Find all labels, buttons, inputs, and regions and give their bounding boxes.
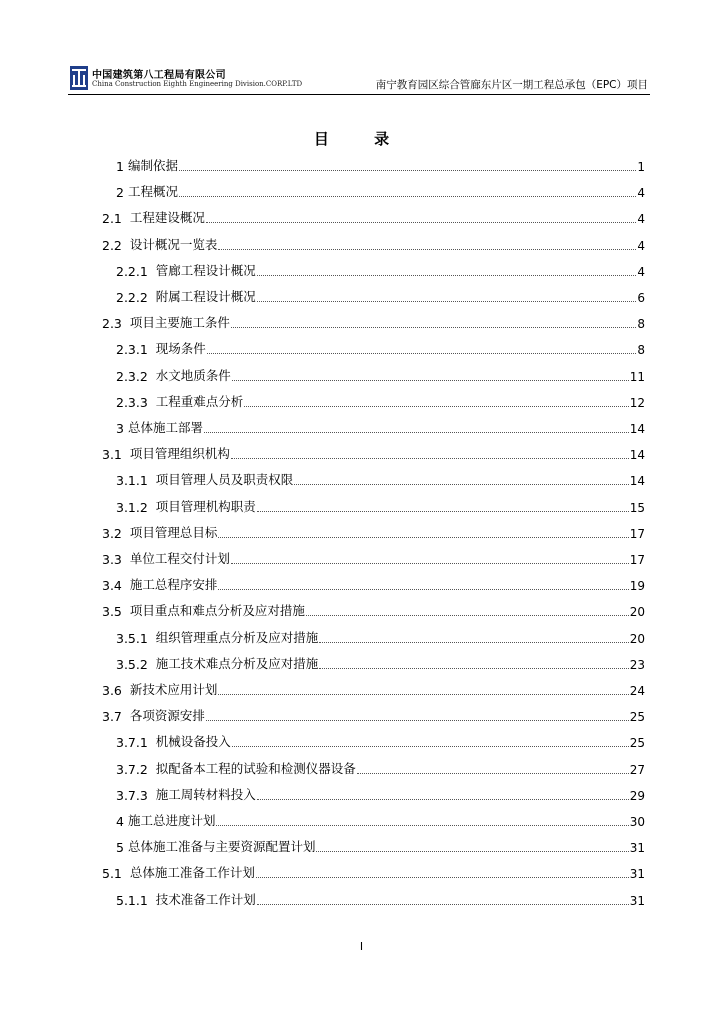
- toc-entry-number: 2.3: [102, 316, 122, 332]
- toc-entry-number: 5: [116, 840, 124, 856]
- toc-entry-number: 2.2: [102, 237, 122, 253]
- toc-entry[interactable]: [102, 313, 645, 331]
- toc-entry-title: 编制依据: [127, 158, 178, 173]
- toc-leader-dots: [257, 798, 629, 800]
- toc-leader-dots: [204, 431, 629, 433]
- toc-entry-page: 8: [637, 317, 645, 332]
- toc-entry-page: 4: [637, 212, 645, 227]
- toc-entry-number: 2.1: [102, 211, 122, 227]
- toc-leader-dots: [206, 719, 629, 721]
- toc-entry[interactable]: [116, 339, 645, 357]
- toc-leader-dots: [257, 300, 637, 302]
- toc-entry-number: 3.7.2: [116, 761, 148, 777]
- toc-entry-title: 机械设备投入: [155, 734, 231, 750]
- toc-entry-page: 17: [629, 553, 645, 567]
- toc-entry-page: 12: [629, 395, 645, 410]
- toc-leader-dots: [306, 614, 629, 616]
- toc-entry[interactable]: [102, 680, 645, 698]
- toc-leader-dots: [218, 588, 628, 590]
- toc-leader-dots: [316, 850, 628, 852]
- toc-entry-page: 30: [629, 815, 645, 829]
- toc-entry-page: 11: [629, 369, 645, 384]
- toc-leader-dots: [218, 248, 636, 250]
- toc-entry-number: 3.7.1: [116, 735, 148, 751]
- toc-entry-page: 14: [629, 448, 645, 463]
- toc-entry[interactable]: [116, 628, 645, 646]
- toc-entry-title: 各项资源安排: [129, 708, 205, 724]
- toc-entry[interactable]: [102, 235, 645, 253]
- toc-entry-title: 单位工程交付计划: [129, 551, 230, 566]
- toc-entry-title: 新技术应用计划: [129, 682, 218, 697]
- toc-entry-number: 3.5.1: [116, 630, 148, 646]
- company-name-en: China Construction Eighth Engineering Division.CORP.LTD: [92, 80, 303, 88]
- toc-title: 目 录: [313, 130, 410, 148]
- toc-entry-number: 3.2: [102, 525, 122, 541]
- toc-entry-page: 20: [629, 605, 645, 620]
- toc-entry-number: 3.1.1: [116, 473, 148, 489]
- toc-entry[interactable]: [116, 811, 645, 829]
- toc-entry-number: 3.4: [102, 578, 122, 594]
- toc-entry[interactable]: [102, 208, 645, 226]
- toc-entry[interactable]: [102, 444, 645, 462]
- toc-entry[interactable]: [116, 392, 645, 410]
- toc-leader-dots: [231, 457, 629, 459]
- toc-entry-number: 3.5: [102, 604, 122, 620]
- toc-entry-page: 8: [637, 343, 645, 358]
- toc-entry-title: 项目管理机构职责: [155, 498, 256, 514]
- toc-leader-dots: [294, 483, 628, 485]
- toc-entry-page: 25: [629, 710, 645, 725]
- toc-entry[interactable]: [102, 863, 645, 881]
- toc-entry[interactable]: [116, 785, 645, 803]
- toc-entry[interactable]: [116, 759, 645, 777]
- toc-entry-number: 3.7.3: [116, 787, 148, 803]
- toc-entry[interactable]: [116, 890, 645, 908]
- toc-entry-title: 拟配备本工程的试验和检测仪器设备: [155, 760, 356, 776]
- toc-entry-number: 2.3.2: [116, 368, 148, 384]
- project-title: 南宁教育园区综合管廊东片区一期工程总承包（EPC）项目: [375, 79, 648, 91]
- toc-entry[interactable]: [102, 601, 645, 619]
- toc-entry-title: 施工周转材料投入: [155, 786, 256, 802]
- toc-entry[interactable]: [116, 837, 645, 855]
- toc-entry-number: 4: [116, 814, 124, 829]
- toc-entry-page: 25: [629, 736, 645, 751]
- toc-leader-dots: [207, 352, 637, 354]
- toc-entry-page: 29: [629, 788, 645, 803]
- toc-entry[interactable]: [116, 366, 645, 384]
- company-name-cn: 中国建筑第八工程局有限公司: [92, 70, 226, 81]
- toc-entry-title: 总体施工部署: [127, 420, 203, 435]
- toc-entry[interactable]: [116, 156, 645, 174]
- toc-leader-dots: [206, 221, 637, 223]
- toc-entry[interactable]: [116, 261, 645, 279]
- toc-leader-dots: [216, 824, 628, 826]
- toc-entry-page: 6: [637, 291, 645, 305]
- toc-entry-title: 总体施工准备工作计划: [129, 865, 255, 881]
- toc-entry-number: 3.6: [102, 683, 122, 698]
- toc-entry-number: 3.3: [102, 552, 122, 567]
- toc-entry[interactable]: [116, 470, 645, 488]
- toc-entry-title: 项目管理人员及职责权限: [155, 472, 294, 488]
- toc-entry[interactable]: [116, 418, 645, 436]
- toc-entry-number: 2: [116, 185, 124, 201]
- toc-entry-number: 3.1.2: [116, 499, 148, 515]
- toc-entry-title: 现场条件: [155, 341, 206, 357]
- toc-entry-page: 24: [629, 684, 645, 698]
- toc-entry-page: 15: [629, 500, 645, 515]
- toc-entry-title: 施工技术难点分析及应对措施: [155, 655, 319, 671]
- toc-entry-page: 4: [637, 238, 645, 253]
- company-logo-icon: [70, 66, 88, 90]
- toc-leader-dots: [257, 903, 629, 905]
- toc-entry-title: 工程建设概况: [129, 210, 205, 226]
- toc-entry-title: 项目管理组织机构: [129, 446, 230, 462]
- toc-entry-page: 4: [637, 264, 645, 279]
- toc-leader-dots: [179, 195, 636, 197]
- toc-entry-title: 项目主要施工条件: [129, 315, 230, 331]
- toc-entry-number: 2.2.2: [116, 290, 148, 305]
- toc-entry-title: 项目管理总目标: [129, 524, 218, 540]
- toc-entry-title: 项目重点和难点分析及应对措施: [129, 603, 305, 619]
- page-header: [68, 64, 650, 95]
- toc-entry-number: 5.1.1: [116, 892, 148, 908]
- toc-entry-page: 20: [629, 631, 645, 646]
- toc-entry-title: 设计概况一览表: [129, 236, 218, 252]
- toc-leader-dots: [231, 326, 637, 328]
- toc-entry-number: 1: [116, 159, 124, 174]
- toc-entry-page: 19: [629, 579, 645, 594]
- toc-leader-dots: [232, 745, 629, 747]
- toc-leader-dots: [257, 274, 637, 276]
- toc-entry-title: 施工总进度计划: [127, 813, 216, 828]
- toc-leader-dots: [357, 772, 629, 774]
- toc-leader-dots: [319, 641, 628, 643]
- toc-entry[interactable]: [102, 523, 645, 541]
- toc-entry[interactable]: [102, 575, 645, 593]
- toc-entry-page: 31: [629, 867, 645, 882]
- toc-entry-title: 附属工程设计概况: [155, 289, 256, 304]
- toc-entry-number: 2.3.1: [116, 342, 148, 358]
- toc-entry-title: 工程重难点分析: [155, 393, 244, 409]
- toc-leader-dots: [179, 169, 636, 171]
- toc-entry-number: 3.5.2: [116, 656, 148, 672]
- toc-entry-number: 2.2.1: [116, 263, 148, 279]
- toc-entry-number: 3.1: [102, 447, 122, 463]
- toc-entry-page: 31: [629, 841, 645, 856]
- toc-entry-number: 5.1: [102, 866, 122, 882]
- toc-entry[interactable]: [116, 182, 645, 200]
- toc-entry-page: 1: [637, 160, 645, 174]
- toc-entry-title: 管廊工程设计概况: [155, 262, 256, 278]
- page-number: I: [359, 940, 364, 953]
- toc-entry[interactable]: [116, 497, 645, 515]
- toc-entry[interactable]: [116, 287, 645, 305]
- toc-entry-title: 总体施工准备与主要资源配置计划: [127, 839, 316, 855]
- toc-leader-dots: [257, 510, 629, 512]
- toc-entry-page: 14: [629, 422, 645, 436]
- toc-leader-dots: [218, 536, 628, 538]
- toc-entry-number: 3: [116, 421, 124, 436]
- toc-leader-dots: [319, 667, 628, 669]
- toc-entry-page: 4: [637, 186, 645, 201]
- toc-leader-dots: [231, 562, 629, 564]
- toc-entry-page: 31: [629, 893, 645, 908]
- toc-entry-title: 技术准备工作计划: [155, 891, 256, 907]
- toc-entry[interactable]: [116, 732, 645, 750]
- toc-leader-dots: [218, 693, 628, 695]
- toc-entry[interactable]: [116, 654, 645, 672]
- toc-entry-title: 施工总程序安排: [129, 577, 218, 593]
- toc-leader-dots: [256, 876, 629, 878]
- toc-entry[interactable]: [102, 549, 645, 567]
- toc-entry-title: 工程概况: [127, 184, 178, 200]
- toc-entry[interactable]: [102, 706, 645, 724]
- toc-entry-page: 27: [629, 762, 645, 777]
- toc-entry-title: 水文地质条件: [155, 367, 231, 383]
- toc-entry-number: 3.7: [102, 709, 122, 725]
- toc-entry-page: 23: [629, 657, 645, 672]
- toc-entry-page: 14: [629, 474, 645, 489]
- toc-entry-title: 组织管理重点分析及应对措施: [155, 629, 319, 645]
- toc-entry-page: 17: [629, 526, 645, 541]
- toc-entry-number: 2.3.3: [116, 394, 148, 410]
- toc-leader-dots: [244, 405, 628, 407]
- toc-leader-dots: [232, 379, 629, 381]
